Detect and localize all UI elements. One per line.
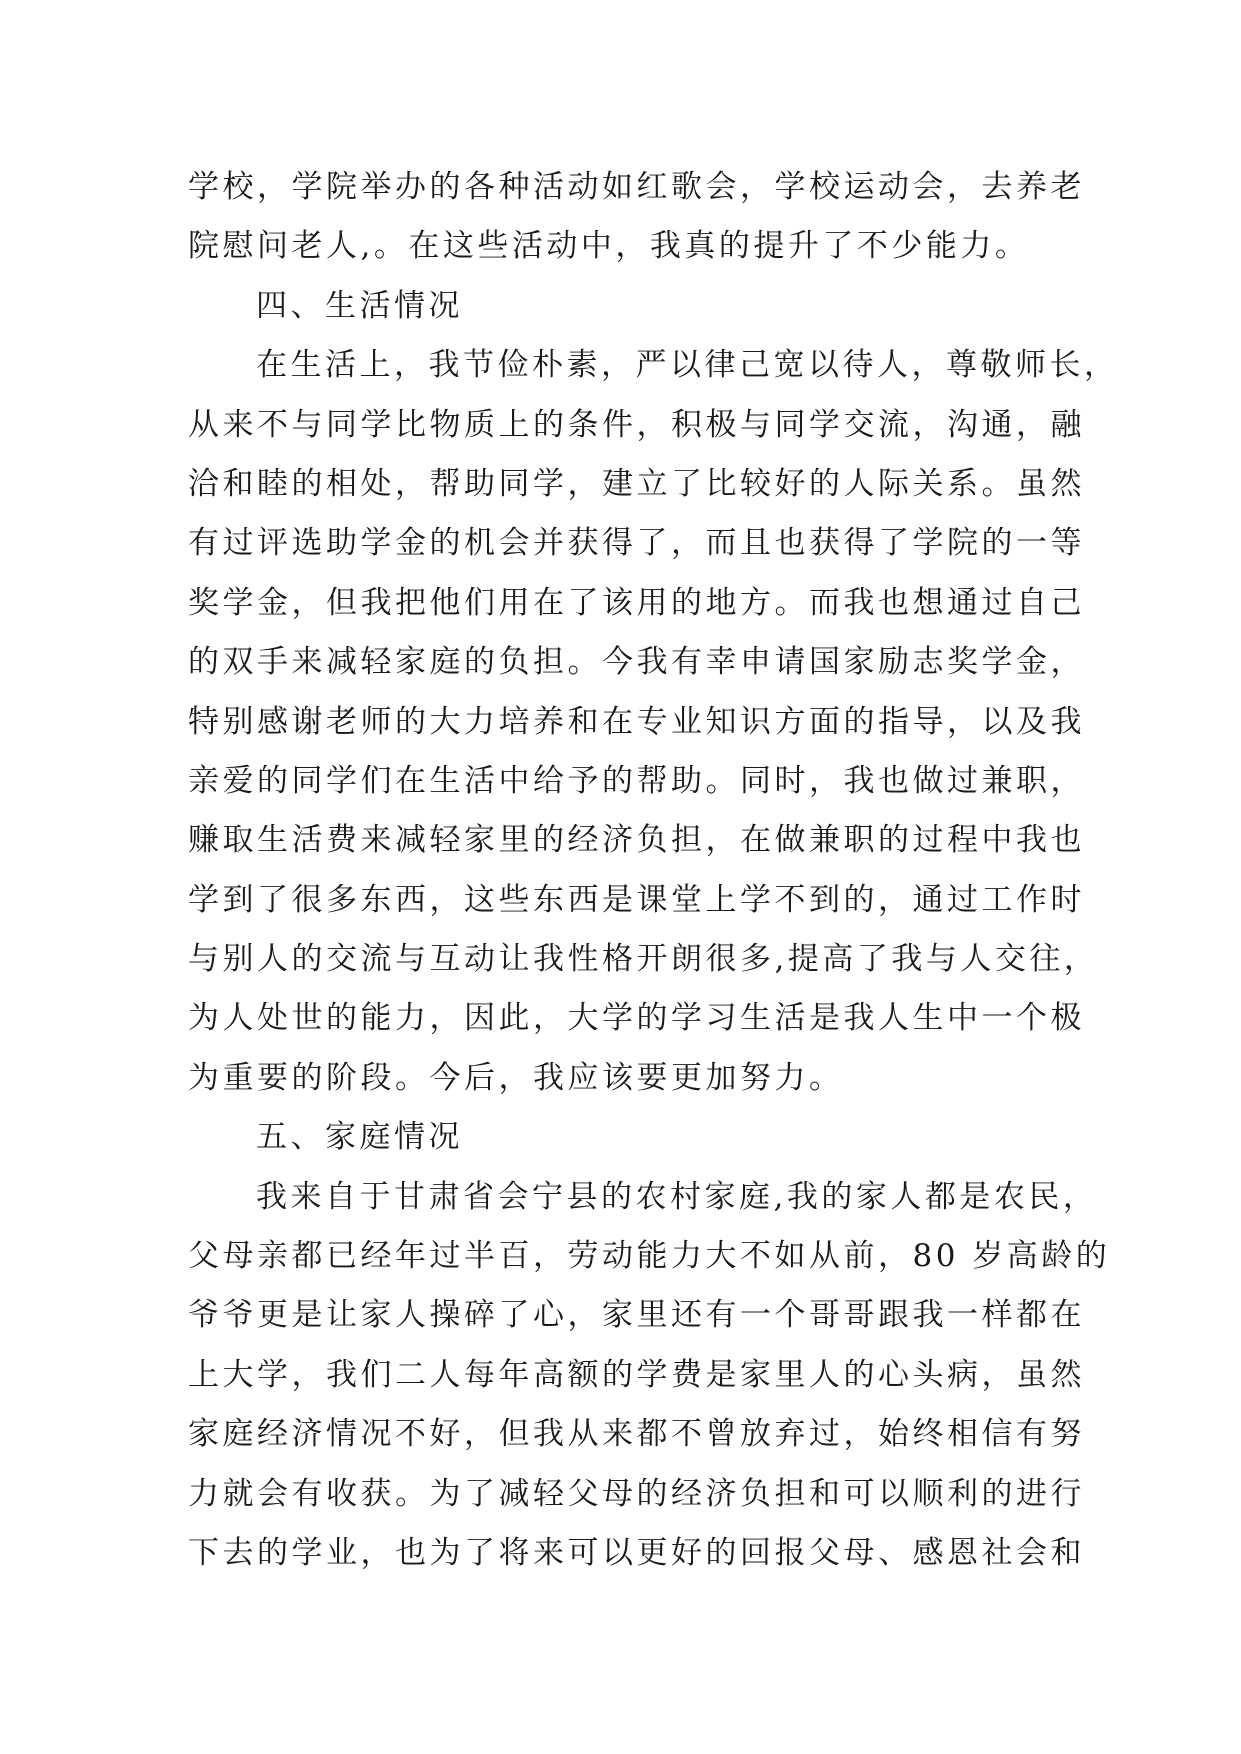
text-line: 家庭经济情况不好，但我从来都不曾放弃过，始终相信有努: [188, 1416, 1085, 1453]
text-line: 爷爷更是让家人操碎了心，家里还有一个哥哥跟我一样都在: [188, 1297, 1085, 1334]
text-line: 父母亲都已经年过半百，劳动能力大不如从前，80 岁高龄的: [188, 1238, 1111, 1275]
section-heading-family: 五、家庭情况: [256, 1119, 463, 1156]
text-line: 为重要的阶段。今后，我应该要更加努力。: [188, 1059, 844, 1096]
text-line: 学到了很多东西，这些东西是课堂上学不到的，通过工作时: [188, 881, 1085, 918]
text-line: 有过评选助学金的机会并获得了，而且也获得了学院的一等: [188, 525, 1085, 562]
text-line: 亲爱的同学们在生活中给予的帮助。同时，我也做过兼职，: [188, 762, 1085, 799]
text-line: 洽和睦的相处，帮助同学，建立了比较好的人际关系。虽然: [188, 465, 1085, 502]
section-heading-life: 四、生活情况: [256, 287, 463, 324]
text-line: 院慰问老人,。在这些活动中，我真的提升了不少能力。: [188, 228, 1030, 265]
text-line: 与别人的交流与互动让我性格开朗很多,提高了我与人交往，: [188, 941, 1099, 978]
text-line: 力就会有收获。为了减轻父母的经济负担和可以顺利的进行: [188, 1475, 1085, 1512]
text-line: 在生活上，我节俭朴素，严以律己宽以待人，尊敬师长，: [256, 347, 1119, 384]
text-line: 为人处世的能力，因此，大学的学习生活是我人生中一个极: [188, 1000, 1085, 1037]
text-line: 从来不与同学比物质上的条件，积极与同学交流，沟通，融: [188, 406, 1085, 443]
text-line: 我来自于甘肃省会宁县的农村家庭,我的家人都是农民，: [256, 1178, 1098, 1215]
text-line: 的双手来减轻家庭的负担。今我有幸申请国家励志奖学金，: [188, 644, 1085, 681]
text-line: 上大学，我们二人每年高额的学费是家里人的心头病，虽然: [188, 1356, 1085, 1393]
text-line: 下去的学业，也为了将来可以更好的回报父母、感恩社会和: [188, 1534, 1085, 1571]
text-line: 学校，学院举办的各种活动如红歌会，学校运动会，去养老: [188, 169, 1085, 205]
text-line: 奖学金，但我把他们用在了该用的地方。而我也想通过自己: [188, 584, 1085, 621]
text-line: 赚取生活费来减轻家里的经济负担，在做兼职的过程中我也: [188, 822, 1085, 859]
document-body: [188, 158, 1119, 1583]
text-line: 特别感谢老师的大力培养和在专业知识方面的指导，以及我: [188, 703, 1085, 740]
